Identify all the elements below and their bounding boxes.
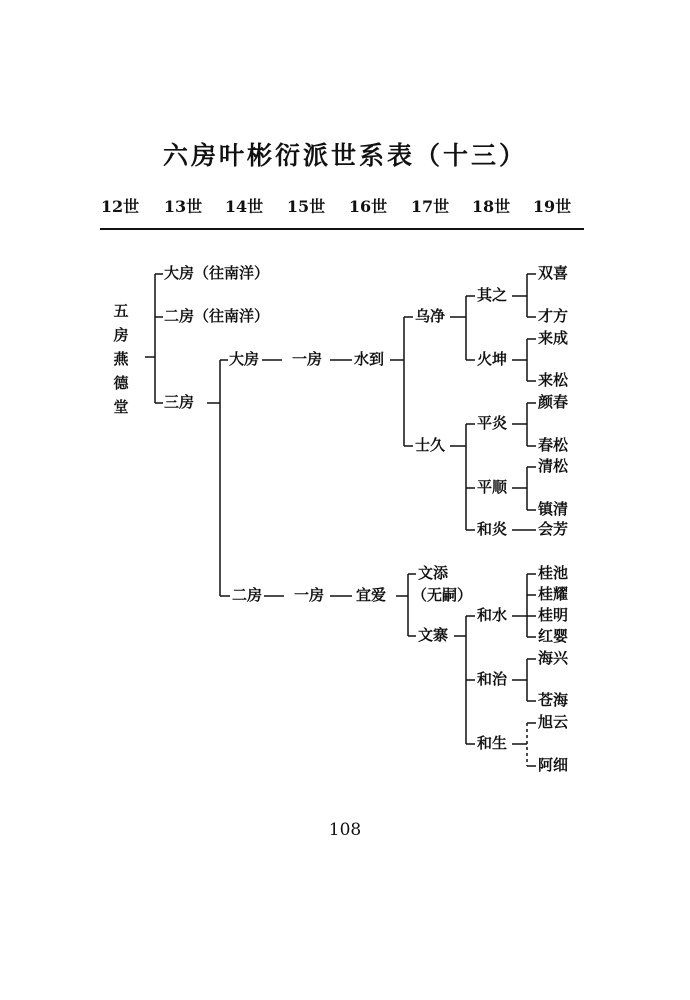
node-g19-3: 来成: [538, 329, 569, 347]
node-g19-11: 桂耀: [538, 585, 569, 603]
node-g19-17: 阿细: [538, 756, 569, 774]
node-g16-1: 水到: [354, 350, 385, 368]
node-g19-10: 桂池: [538, 564, 569, 582]
node-g18-1: 其之: [477, 286, 508, 304]
node-g15-1: 一房: [292, 350, 323, 368]
generation-header-15: 15世: [286, 197, 326, 216]
node-g19-6: 春松: [538, 436, 569, 454]
root-label-char: 堂: [113, 398, 129, 416]
generation-header-17: 17世: [410, 197, 450, 216]
page-title: 六房叶彬衍派世系表（十三）: [162, 141, 527, 170]
root-label-char: 房: [113, 326, 129, 344]
generation-header-18: 18世: [471, 197, 511, 216]
node-g18-7: 和治: [477, 670, 508, 688]
node-g13-3: 三房: [164, 393, 195, 411]
node-g14-2: 二房: [232, 586, 263, 604]
node-g13-2: 二房（往南洋）: [164, 307, 270, 325]
node-g18-5: 和炎: [477, 520, 508, 538]
node-g19-9: 会芳: [538, 520, 569, 538]
node-g15-2: 一房: [294, 586, 325, 604]
node-g19-13: 红婴: [538, 627, 569, 645]
root-label-char: 德: [113, 374, 129, 392]
node-g19-4: 来松: [538, 371, 569, 389]
root-label-char: 燕: [113, 350, 129, 368]
node-g19-16: 旭云: [538, 713, 569, 731]
node-g18-2: 火坤: [477, 350, 508, 368]
node-g19-12: 桂明: [538, 606, 569, 624]
node-g17-2: 士久: [415, 436, 446, 454]
node-g18-8: 和生: [477, 734, 508, 752]
generation-header-14: 14世: [224, 197, 264, 216]
node-g19-5: 颜春: [538, 393, 569, 411]
generation-header-16: 16世: [348, 197, 388, 216]
node-g19-15: 苍海: [538, 691, 569, 709]
node-g14-1: 大房: [229, 350, 260, 368]
node-g17-4: 文寨: [418, 626, 449, 644]
node-g19-2: 才方: [538, 307, 569, 325]
node-g19-1: 双喜: [538, 264, 569, 282]
node-g17-3-note: （无嗣）: [412, 586, 473, 604]
node-g19-14: 海兴: [538, 649, 569, 667]
node-g18-4: 平顺: [477, 478, 508, 496]
generation-header-19: 19世: [532, 197, 572, 216]
node-g19-7: 清松: [538, 457, 569, 475]
generation-header-13: 13世: [163, 197, 203, 216]
root-label-char: 五: [113, 302, 129, 320]
node-g18-3: 平炎: [477, 414, 508, 432]
node-g17-1: 乌净: [415, 307, 446, 325]
node-g16-2: 宜爱: [356, 586, 387, 604]
node-g18-6: 和水: [477, 606, 508, 624]
generation-header-12: 12世: [100, 197, 140, 216]
page-number: 108: [328, 820, 362, 840]
node-g19-8: 镇清: [538, 500, 569, 518]
node-g13-1: 大房（往南洋）: [164, 264, 270, 282]
node-g17-3: 文添: [418, 564, 449, 582]
